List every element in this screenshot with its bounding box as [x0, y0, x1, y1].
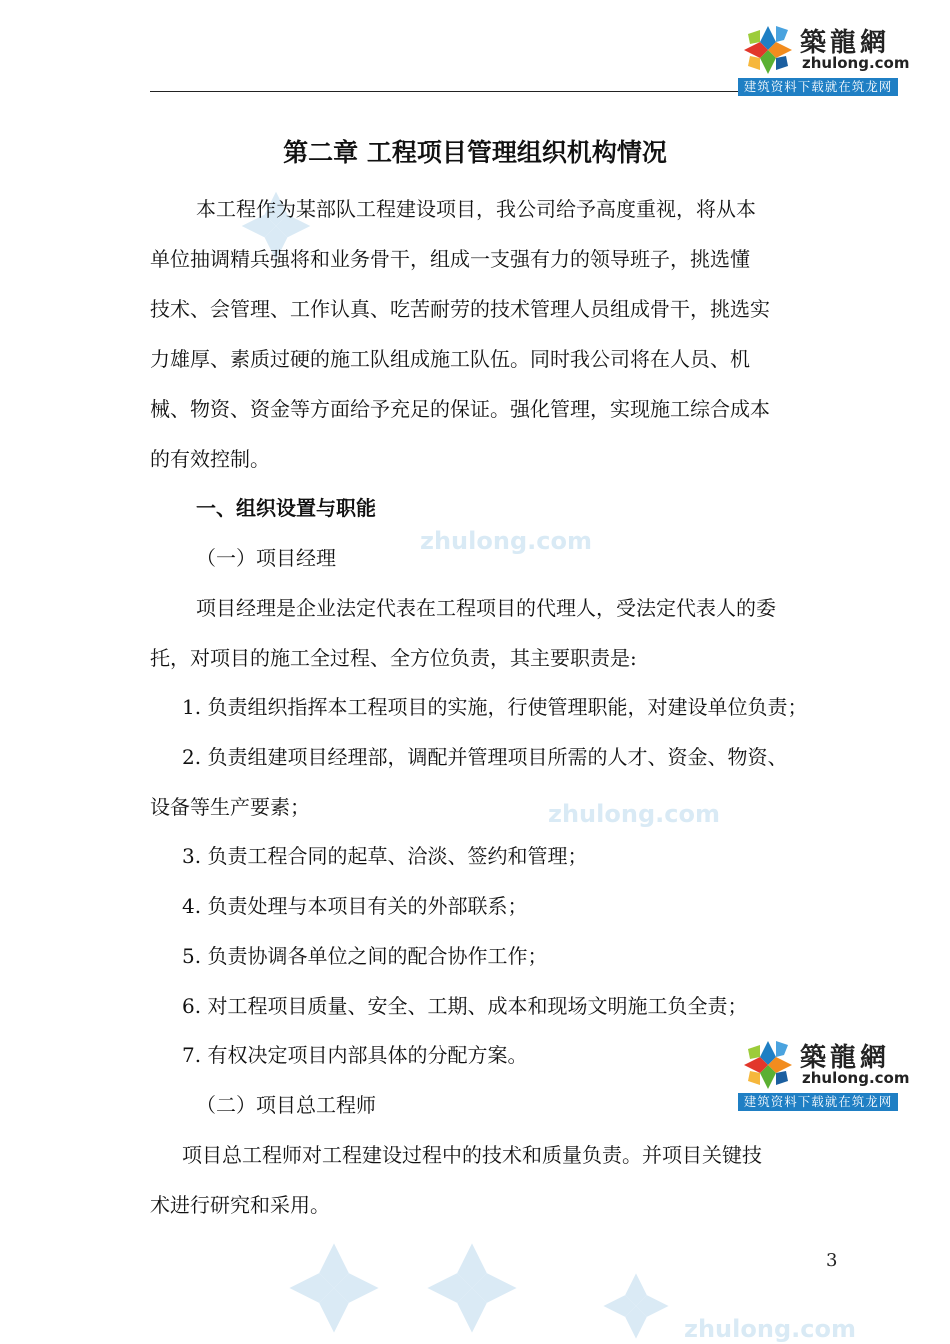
paragraph-line: 项目经理是企业法定代表在工程项目的代理人，受法定代表人的委 — [196, 596, 776, 620]
logo-name-cn: 築龍網 — [800, 1043, 891, 1073]
header-rule — [150, 91, 740, 92]
paragraph-line: 的有效控制。 — [150, 447, 270, 471]
paragraph-line: 术进行研究和采用。 — [150, 1193, 330, 1217]
logo-slogan: 建筑资料下载就在筑龙网 — [738, 78, 898, 96]
duty-item: 3. 负责工程合同的起草、洽淡、签约和管理； — [182, 844, 588, 868]
paragraph-line: 械、物资、资金等方面给予充足的保证。强化管理，实现施工综合成本 — [150, 397, 770, 421]
watermark-logo-icon — [420, 1236, 524, 1340]
watermark-text: zhulong.com — [420, 527, 592, 555]
duty-item: 7. 有权决定项目内部具体的分配方案。 — [182, 1043, 528, 1067]
watermark-text: zhulong.com — [548, 800, 720, 828]
duty-item: 6. 对工程项目质量、安全、工期、成本和现场文明施工负全责； — [182, 994, 748, 1018]
watermark-logo-icon — [598, 1268, 674, 1344]
paragraph-line: 本工程作为某部队工程建设项目，我公司给予高度重视，将从本 — [196, 197, 756, 221]
logo-slogan: 建筑资料下载就在筑龙网 — [738, 1093, 898, 1111]
subsection-heading: （二）项目总工程师 — [196, 1093, 376, 1117]
logo-domain: zhulong.com — [802, 1069, 910, 1087]
site-logo[interactable] — [738, 20, 910, 98]
watermark-text: zhulong.com — [684, 1315, 856, 1343]
paragraph-line: 项目总工程师对工程建设过程中的技术和质量负责。并项目关键技 — [182, 1143, 762, 1167]
duty-item: 设备等生产要素； — [150, 795, 310, 819]
paragraph-line: 单位抽调精兵强将和业务骨干，组成一支强有力的领导班子，挑选懂 — [150, 247, 750, 271]
paragraph-line: 技术、会管理、工作认真、吃苦耐劳的技术管理人员组成骨干，挑选实 — [150, 297, 770, 321]
duty-item: 1. 负责组织指挥本工程项目的实施，行使管理职能，对建设单位负责； — [182, 695, 808, 719]
logo-domain: zhulong.com — [802, 54, 910, 72]
paragraph-line: 托，对项目的施工全过程、全方位负责，其主要职责是: — [150, 646, 637, 670]
chapter-title: 第二章 工程项目管理组织机构情况 — [283, 138, 667, 167]
watermark-logo-icon — [282, 1236, 386, 1340]
pinwheel-logo-icon — [740, 1037, 796, 1093]
duty-item: 4. 负责处理与本项目有关的外部联系； — [182, 894, 528, 918]
duty-item: 5. 负责协调各单位之间的配合协作工作； — [182, 944, 548, 968]
page-number: 3 — [826, 1250, 838, 1271]
section-heading: 一、组织设置与职能 — [196, 496, 376, 520]
paragraph-line: 力雄厚、素质过硬的施工队组成施工队伍。同时我公司将在人员、机 — [150, 347, 750, 371]
pinwheel-logo-icon — [740, 22, 796, 78]
logo-name-cn: 築龍網 — [800, 28, 891, 58]
subsection-heading: （一）项目经理 — [196, 546, 336, 570]
site-logo[interactable] — [738, 1035, 910, 1113]
duty-item: 2. 负责组建项目经理部，调配并管理项目所需的人才、资金、物资、 — [182, 745, 788, 769]
